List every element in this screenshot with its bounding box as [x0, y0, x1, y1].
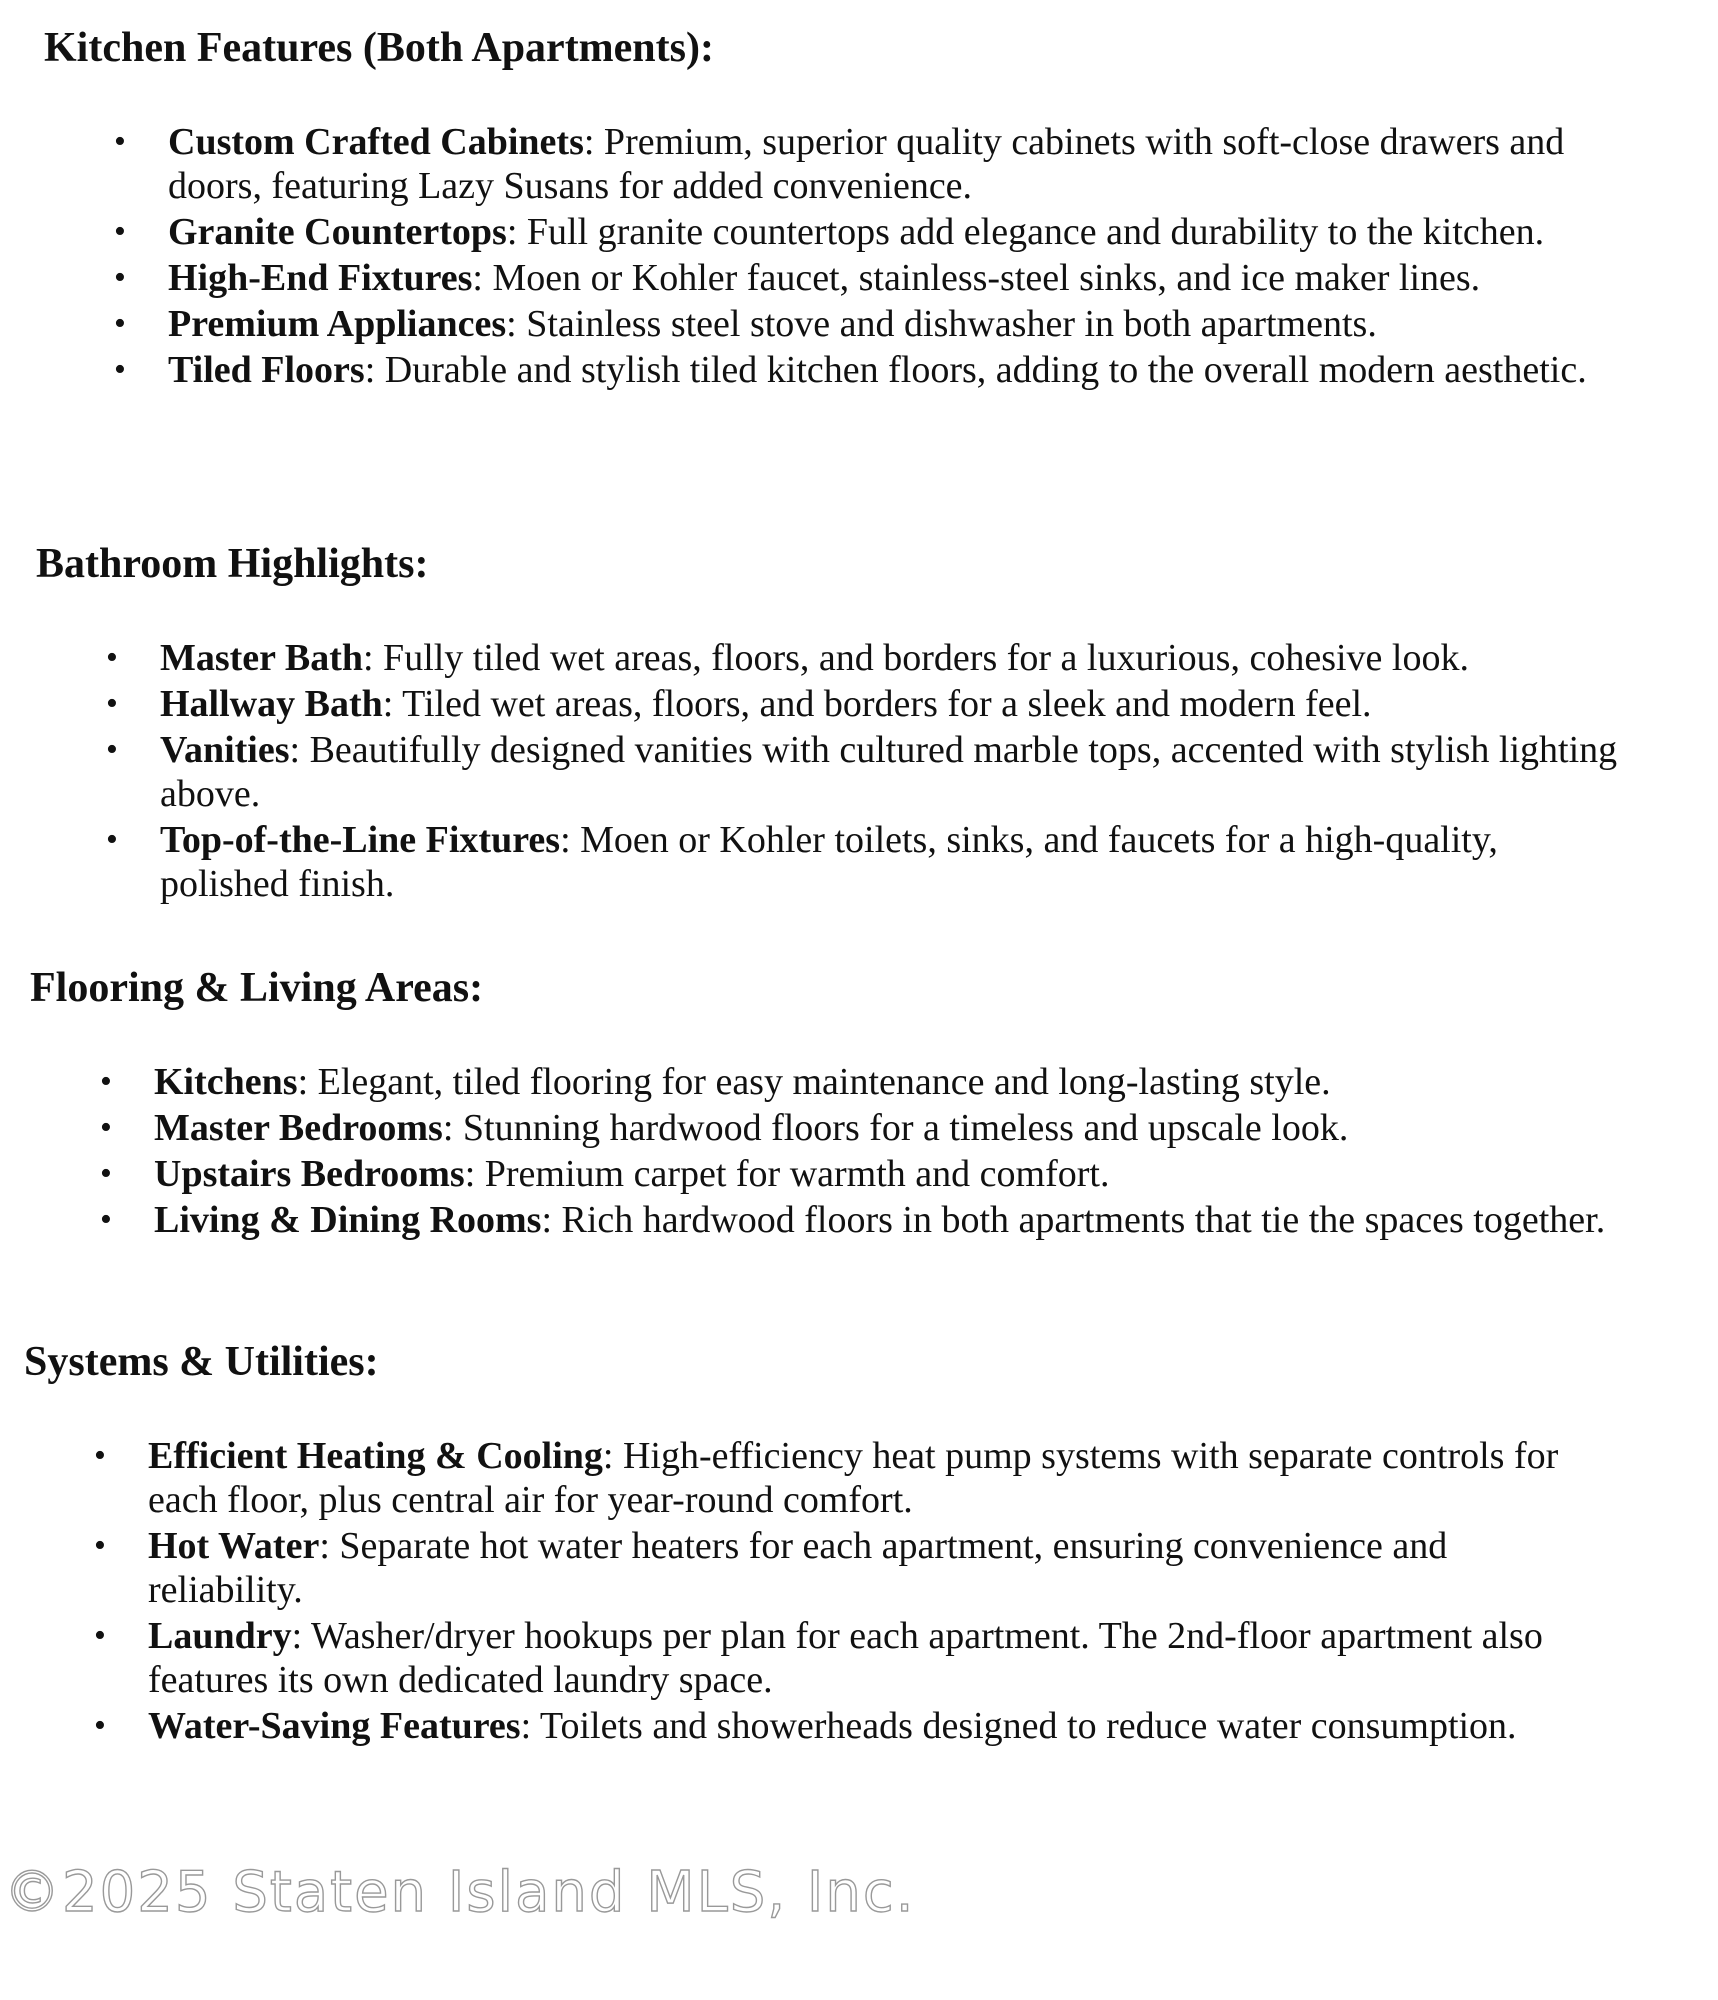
feature-list — [24, 1434, 1584, 1748]
section-flooring — [30, 962, 1606, 1244]
bullet-icon: • — [100, 1201, 112, 1238]
feature-term: Upstairs Bedrooms — [154, 1153, 465, 1195]
feature-desc: : Moen or Kohler toilets, sinks, and faucets for a high-quality, polished finish. — [160, 819, 1498, 905]
bullet-icon: • — [106, 685, 118, 722]
list-item — [36, 636, 1620, 680]
feature-term: Tiled Floors — [168, 349, 365, 391]
bullet-icon: • — [94, 1527, 106, 1564]
feature-desc: : Tiled wet areas, floors, and borders for a sleek and modern feel. — [382, 683, 1372, 725]
list-item — [24, 1614, 1608, 1702]
feature-desc: : Beautifully designed vanities with cultured marble tops, accented with stylish lighting above. — [160, 729, 1618, 815]
feature-list — [44, 120, 1604, 392]
list-item — [24, 1704, 1608, 1748]
list-item — [24, 1524, 1608, 1612]
feature-desc: : Elegant, tiled flooring for easy maintenance and long-lasting style. — [297, 1061, 1331, 1103]
feature-desc: : Stainless steel stove and dishwasher in both apartments. — [506, 303, 1377, 345]
feature-desc: : Full granite countertops add elegance and durability to the kitchen. — [506, 211, 1545, 253]
bullet-icon: • — [114, 259, 126, 296]
bullet-icon: • — [106, 731, 118, 768]
section-bathroom — [36, 538, 1618, 908]
feature-term: Vanities — [160, 729, 290, 771]
list-item — [36, 728, 1620, 816]
list-item — [44, 348, 1628, 392]
feature-term: Kitchens — [154, 1061, 298, 1103]
bullet-icon: • — [114, 123, 126, 160]
list-item — [30, 1198, 1614, 1242]
bullet-icon: • — [106, 639, 118, 676]
feature-term: Hallway Bath — [160, 683, 383, 725]
feature-term: Top-of-the-Line Fixtures — [160, 819, 561, 861]
bullet-icon: • — [114, 351, 126, 388]
feature-term: Laundry — [148, 1615, 292, 1657]
feature-term: High-End Fixtures — [168, 257, 473, 299]
list-item — [30, 1060, 1614, 1104]
feature-desc: : High-efficiency heat pump systems with separate controls for each floor, plus central air for year-round comfort. — [148, 1435, 1559, 1521]
bullet-icon: • — [100, 1155, 112, 1192]
feature-list — [30, 1060, 1606, 1242]
feature-term: Master Bath — [160, 637, 363, 679]
feature-desc: : Toilets and showerheads designed to reduce water consumption. — [520, 1705, 1517, 1747]
feature-desc: : Rich hardwood floors in both apartments that tie the spaces together. — [541, 1199, 1606, 1241]
bullet-icon: • — [114, 213, 126, 250]
bullet-icon: • — [94, 1437, 106, 1474]
section-kitchen — [44, 22, 1604, 394]
section-title: Bathroom Highlights: — [36, 541, 429, 587]
feature-term: Hot Water — [148, 1525, 320, 1567]
section-systems — [24, 1336, 1584, 1750]
feature-desc: : Premium, superior quality cabinets with soft-close drawers and doors, featuring Lazy Susans for added convenience. — [168, 121, 1565, 207]
list-item — [30, 1106, 1614, 1150]
feature-desc: : Washer/dryer hookups per plan for each apartment. The 2nd-floor apartment also features its own dedicated laundry space. — [148, 1615, 1543, 1701]
feature-desc: : Stunning hardwood floors for a timeless and upscale look. — [442, 1107, 1349, 1149]
bullet-icon: • — [94, 1707, 106, 1744]
bullet-icon: • — [100, 1109, 112, 1146]
bullet-icon: • — [100, 1063, 112, 1100]
feature-term: Master Bedrooms — [154, 1107, 443, 1149]
bullet-icon: • — [94, 1617, 106, 1654]
copyright-watermark: ©2025 Staten Island MLS, Inc. — [4, 1860, 916, 1925]
feature-desc: : Premium carpet for warmth and comfort. — [464, 1153, 1110, 1195]
list-item — [30, 1152, 1614, 1196]
feature-list — [36, 636, 1618, 906]
list-item — [44, 256, 1628, 300]
section-title: Systems & Utilities: — [24, 1339, 379, 1385]
feature-term: Efficient Heating & Cooling — [148, 1435, 603, 1477]
list-item — [44, 210, 1628, 254]
list-item — [36, 682, 1620, 726]
list-item — [44, 120, 1628, 208]
feature-term: Custom Crafted Cabinets — [168, 121, 584, 163]
section-title: Kitchen Features (Both Apartments): — [44, 25, 714, 71]
list-item — [24, 1434, 1608, 1522]
feature-term: Premium Appliances — [168, 303, 507, 345]
feature-desc: : Fully tiled wet areas, floors, and borders for a luxurious, cohesive look. — [363, 637, 1469, 679]
list-item — [36, 818, 1620, 906]
feature-term: Living & Dining Rooms — [154, 1199, 542, 1241]
bullet-icon: • — [114, 305, 126, 342]
list-item — [44, 302, 1628, 346]
section-title: Flooring & Living Areas: — [30, 965, 484, 1011]
feature-desc: : Separate hot water heaters for each apartment, ensuring convenience and reliability. — [148, 1525, 1448, 1611]
feature-term: Granite Countertops — [168, 211, 507, 253]
feature-desc: : Moen or Kohler faucet, stainless-steel sinks, and ice maker lines. — [472, 257, 1481, 299]
bullet-icon: • — [106, 821, 118, 858]
feature-term: Water-Saving Features — [148, 1705, 521, 1747]
feature-desc: : Durable and stylish tiled kitchen floors, adding to the overall modern aesthetic. — [364, 349, 1587, 391]
